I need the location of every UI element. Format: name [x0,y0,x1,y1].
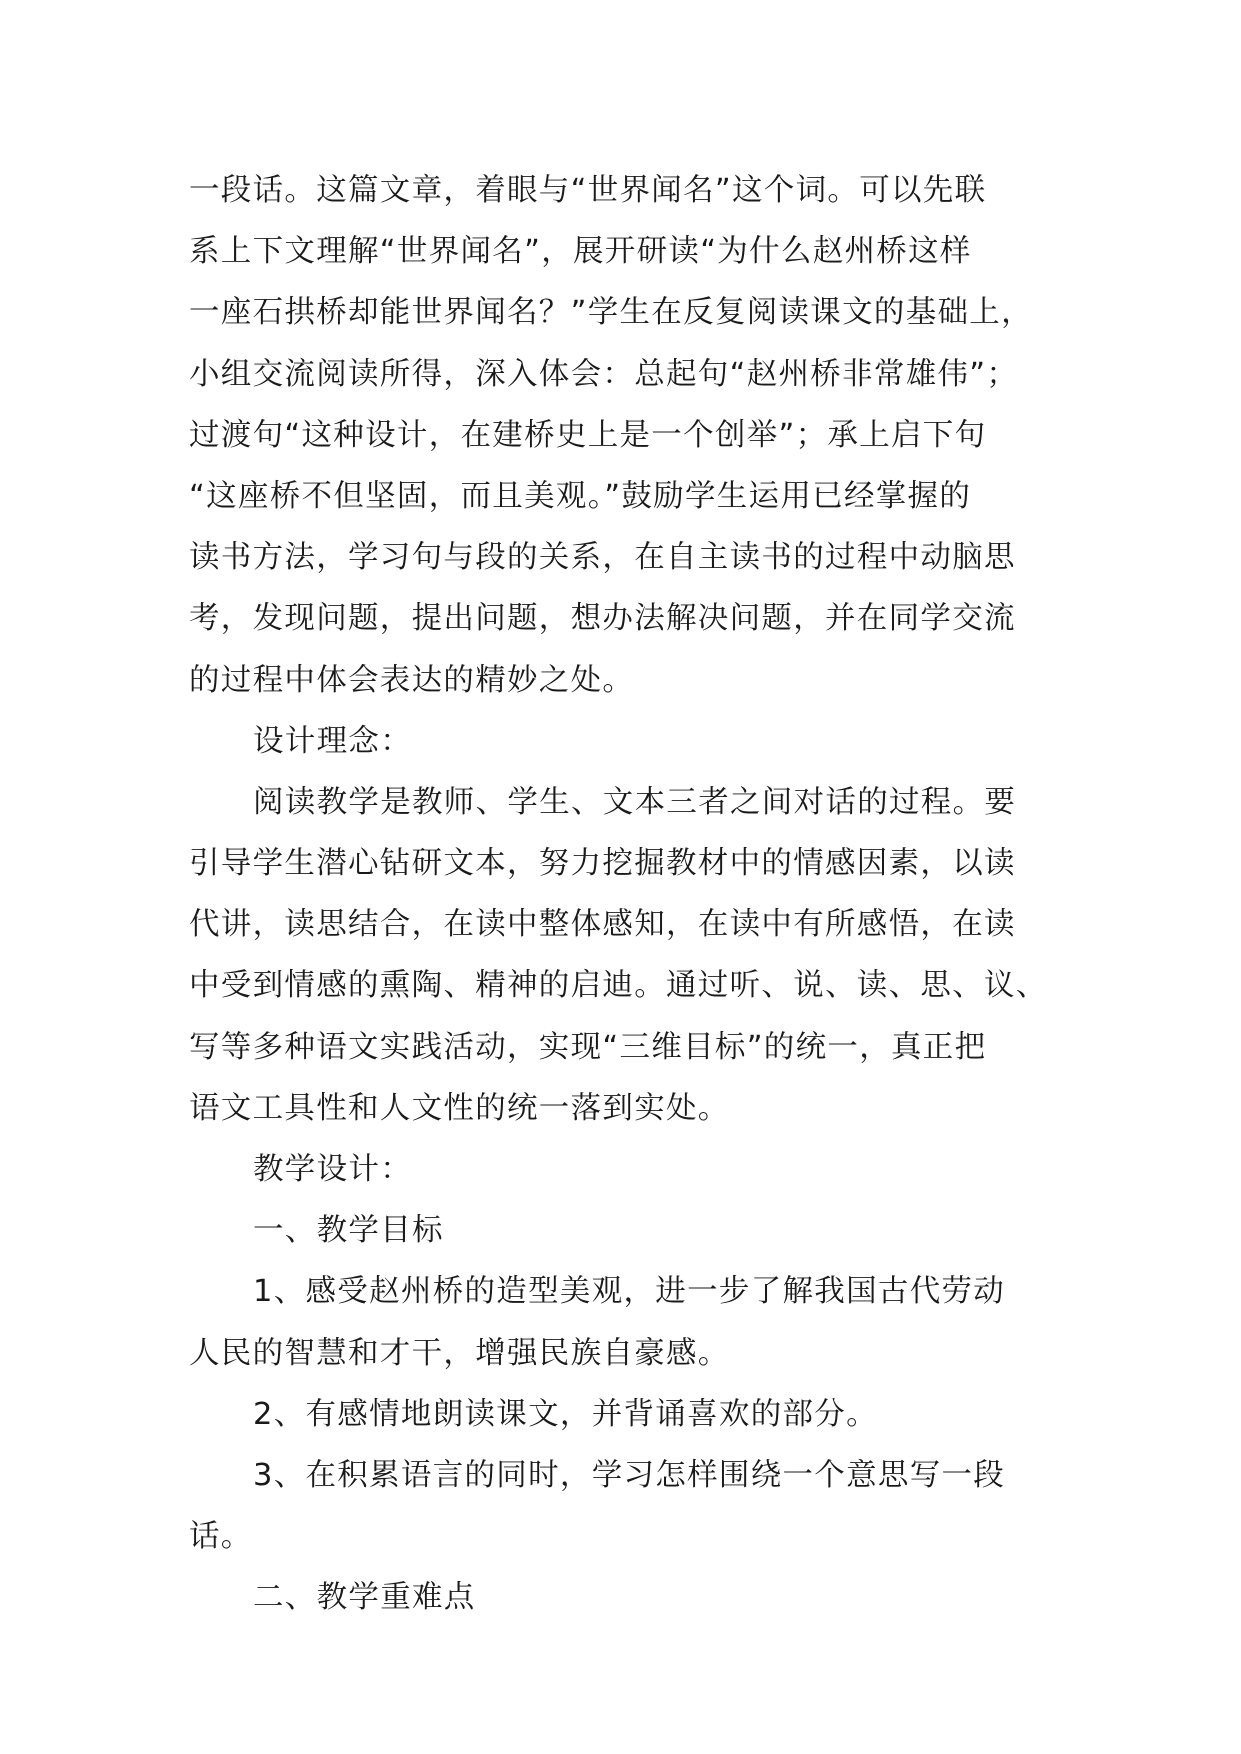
section-heading: 教学设计： [253,1152,412,1187]
text-line: 话。 [189,1519,253,1555]
subsection-heading: 一、教学目标 [253,1213,444,1249]
section-heading: 设计理念： [253,723,412,759]
text-line: 一段话。这篇文章，着眼与“世界闻名”这个词。可以先联 [189,173,987,208]
document-body [189,160,1069,1629]
text-line: 引导学生潜心钻研文本，努力挖掘教材中的情感因素，以读 [189,846,1016,882]
text-line: 写等多种语文实践活动，实现“三维目标”的统一，真正把 [189,1029,987,1065]
subsection-heading: 二、教学重难点 [253,1580,476,1616]
text-line: 过渡句“这种设计，在建桥史上是一个创举”；承上启下句 [189,417,987,453]
text-line: 人民的智慧和才干，增强民族自豪感。 [189,1335,730,1371]
text-line: 小组交流阅读所得，深入体会：总起句“赵州桥非常雄伟”； [189,356,1019,392]
paragraph-start: 阅读教学是教师、学生、文本三者之间对话的过程。要 [253,784,1017,820]
text-line: 中受到情感的熏陶、精神的启迪。通过听、说、读、思、议、 [189,968,1048,1004]
list-item: 3、在积累语言的同时，学习怎样围绕一个意思写一段 [253,1457,1006,1493]
text-line: 一座石拱桥却能世界闻名？”学生在反复阅读课文的基础上， [189,295,1033,331]
text-line: 语文工具性和人文性的统一落到实处。 [189,1090,730,1126]
text-line: 代讲，读思结合，在读中整体感知，在读中有所感悟，在读 [189,907,1016,943]
text-line: 考，发现问题，提出问题，想办法解决问题，并在同学交流 [189,601,1016,637]
text-line: “这座桥不但坚固，而且美观。”鼓励学生运用已经掌握的 [189,478,972,514]
text-line: 的过程中体会表达的精妙之处。 [189,662,635,698]
list-item: 2、有感情地朗读课文，并背诵喜欢的部分。 [253,1396,878,1432]
list-item: 1、感受赵州桥的造型美观，进一步了解我国古代劳动 [253,1274,1006,1310]
text-line: 系上下文理解“世界闻名”，展开研读“为什么赵州桥这样 [189,234,972,270]
text-line: 读书方法，学习句与段的关系，在自主读书的过程中动脑思 [189,540,1016,576]
